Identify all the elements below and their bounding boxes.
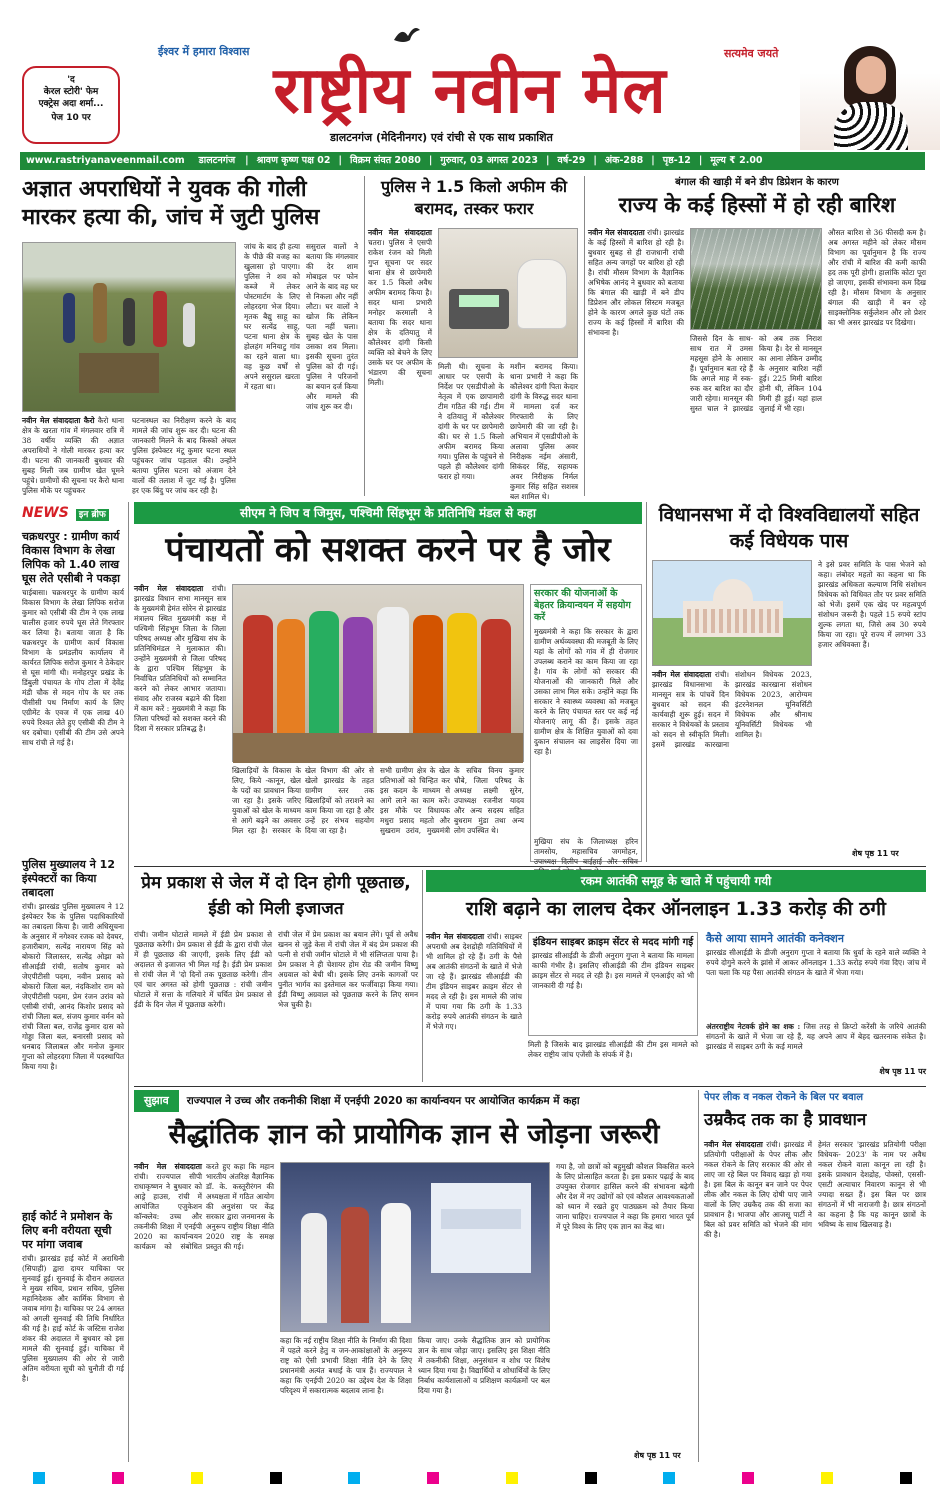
column-text: [22, 416, 124, 496]
headline[interactable]: प्रेम प्रकाश से जेल में दो दिन होगी पूछताछ, ईडी को मिली इजाजत: [141, 873, 411, 919]
paragraph: मशीन बरामद किया। थाना प्रभारी ने कहा कि कौलेश्वर दांगी पिता केदार दांगी के विरुद्ध सदर थाना में मामला दर्ज कर गिरफ्तारी के लिए छापेमारी की जा रही है। अभियान में एसडीपीओ के अलावा पुलिस अवर निरीक्षक नईम अंसारी, सिकंदर सिंह, सहायक अवर निरीक्षक निर्मल कुमार सिंह सहित सशस्त्र बल शामिल थे।: [510, 362, 578, 501]
info-item: गुरुवार, 03 अगस्त 2023: [440, 155, 538, 166]
paragraph: सभी ग्रामीण क्षेत्र के खेल प्रतिभाओं को चिन्हित कर इस कदम के माध्यम से आगे लाने का काम करें। इस मौके पर विधायक मधुरा प्रसाद महतो और सुखराम उरांव, मुख्यमंत्री के सचिव विनय कुमार चौबे, जिला परिषद के अध्यक्ष लक्ष्मी सुरेन, उपाध्यक्ष रजनीश यादव और अन्य सदस्य सहित बुधराम मुंडा तथा अन्य लोग उपस्थित थे।: [380, 766, 524, 835]
kicker-label: सुझाव: [134, 1090, 179, 1112]
byline: नवीन मेल संवाददाता: [134, 1162, 202, 1171]
column-text: [690, 334, 822, 496]
column-text: [418, 1336, 550, 1462]
paragraph: मिली थी। सूचना के आधार पर एसपी के निर्देश पर एसडीपीओ के नेतृत्व में एक छापामारी टीम गठित की गई। टीम ने दतियातु में कौलेश्वर दांगी के घर पर छापेमारी की। घर से 1.5 किलो अफीम बरामद किया गया। पुलिस के पहुंचने से पहले ही कौलेश्वर दांगी फरार हो गया।: [438, 362, 504, 481]
info-item: अंक-288: [604, 155, 644, 166]
kicker: बंगाल की खाड़ी में बने डीप डिप्रेशन के कारण: [675, 177, 839, 188]
paragraph: रांची। साइबर अपराधी अब देशद्रोही गतिविधियों में भी शामिल हो रहे हैं। ठगी के पैसे अब आतंकी संगठनों के खाते में भेजे जा रहे हैं। झारखंड सीआईडी की टीम इंडियन साइबर क्राइम सेंटर से मदद ले रही है। इस मामले की जांच में पाया गया कि ठगी के 1.33 करोड़ रुपये आतंकी संगठन के खाते में भेजे गए।: [426, 932, 522, 1031]
paragraph: रांची। झारखंड विधानसभा के मानसून सत्र के पांचवें दिन बुधवार को सदन की कार्यवाही शुरू हुई। सदन में सरकार ने विधेयकों के प्रस्ताव को सदन से स्वीकृति मिली। इसमें झारखंड कारखाना संशोधन विधेयक 2023, झारखंड कारखाना संशोधन विधेयक 2023, आरोग्यम इंटरनेशनल यूनिवर्सिटी विधेयक और श्रीनाथ यूनिवर्सिटी विधेयक भी शामिल है।: [652, 670, 812, 749]
sidebar-title[interactable]: सरकार की योजनाओं के बेहतर क्रियान्वयन में सहयोग करें: [534, 588, 631, 623]
paragraph: औसत बारिश से 36 फीसदी कम है। अब अगस्त महीने को लेकर मौसम विभाग का पूर्वानुमान है कि राज्य और रांची में बारिश की कमी काफी हद तक पूरी होगी। हालांकि कोटा पूरा हो जाएगा, इसकी संभावना कम दिख रही है। मौसम विभाग के अनुसार बंगाल की खाड़ी में बन रहे साइक्लोनिक सर्कुलेशन और लो प्रेशर का भी असर झारखंड पर दिखेगा।: [828, 228, 926, 327]
continued-note[interactable]: शेष पृष्ठ 11 पर: [879, 1067, 926, 1076]
website-link[interactable]: www.rastriyanaveenmail.com: [26, 155, 185, 166]
story-opium: [368, 176, 580, 501]
box-title[interactable]: इंडियन साइबर क्राइम सेंटर से मदद मांगी गई: [532, 937, 694, 948]
story-panchayat: [134, 502, 642, 866]
governor-event-photo: [280, 1162, 550, 1332]
paragraph: रांची। झारखंड में प्रतियोगी परीक्षाओं के पेपर लीक और नकल रोकने के लिए सरकार की ओर से लाए जा रहे बिल पर विवाद खड़ा हो गया है। इस बिल के कानून बन जाने पर पेपर लीक और नकल के लिए दोषी पाए जाने वालों के लिए उम्रकैद तक की सजा का प्रावधान है। भाजपा और आजसू पार्टी ने बिल को प्रवर समिति को भेजने की मांग की है।: [704, 1140, 812, 1239]
column-text: [232, 766, 374, 862]
column-text: [306, 242, 358, 496]
info-item: मूल्य ₹ 2.00: [710, 155, 763, 166]
brief-title[interactable]: पुलिस मुख्यालय ने 12 इंस्पेक्टरों का किया तबादला: [22, 858, 115, 899]
column-text: [280, 1336, 412, 1462]
sidebar-text: मुख्यमंत्री ने कहा कि सरकार के द्वारा ग्रामीण अर्थव्यवस्था की मजबूती के लिए यहां के लोगों को गांव में ही रोजगार उपलब्ध कराने का काम किया जा रहा है। गांव के लोगों को सरकार की योजनाओं की जानकारी मिले और उसका लाभ मिल सके। उन्होंने कहा कि सरकार ने स्वास्थ्य व्यवस्था को मजबूत करने के लिए पंचायत स्तर पर कई नई योजनाएं लागू की हैं। इसके तहत ग्रामीण क्षेत्र के शिक्षित युवाओं को दवा दुकान संचालन का लाइसेंस दिया जा रहा है।: [534, 627, 638, 756]
masthead-subtitle: डालटनगंज (मेदिनीनगर) एवं रांची से एक साथ प्रकाशित: [330, 131, 553, 144]
box-text: झारखंड सीआईडी के डीजी अनुराग गुप्ता ने बताया कि मामला काफी गंभीर है। इसलिए सीआईडी की टीम इंडियन साइबर क्राइम सेंटर से मदद ले रही है। इस मामले में एनआईए को भी जानकारी दी गई है।: [532, 951, 694, 990]
paragraph: मिली है जिसके बाद झारखंड सीआईडी की टीम इस मामले को लेकर राष्ट्रीय जांच एजेंसी के संपर्क में है।: [528, 1040, 698, 1059]
paragraph: कैरो थाना क्षेत्र के खरता गांव में मंगलवार रात्रि में 38 वर्षीय व्यक्ति की अज्ञात अपराधियों ने गोली मारकर हत्या कर दी। घटना की जानकारी बुधवार की सुबह मिली जब ग्रामीण खेत घूमने पहुंचे। ग्रामीणों की सूचना पर कैरो थाना पुलिस मौके पर पहुंचकर: [22, 416, 124, 495]
seized-opium-photo: [438, 228, 578, 358]
column-text: [510, 362, 578, 501]
column-text: [134, 1162, 274, 1462]
kicker-banner: सीएम ने जिप व जिमुस, पश्चिमी सिंहभूम के प्रतिनिधि मंडल से कहा: [134, 502, 642, 524]
sidebar-footer: मुखिया संघ के जिलाध्यक्ष हरिन तामसोय, महासचिव जगमोहन, उपाध्यक्ष दिलीप बाईहाई और सचिव: [534, 837, 638, 866]
continued-note[interactable]: शेष पृष्ठ 11 पर: [852, 849, 899, 858]
continued-note[interactable]: शेष पृष्ठ 11 पर: [634, 1451, 681, 1460]
byline: नवीन मेल संवाददाता: [704, 1140, 763, 1149]
sidebar-box: [530, 584, 642, 866]
paragraph: कहा कि नई राष्ट्रीय शिक्षा नीति के निर्माण की दिशा में पहले करने हेतु व जन-आकांक्षाओं के अनुरूप राष्ट्र को ऐसी प्रभावी शिक्षा नीति देने के लिए प्रधानमंत्री अत्यंत बधाई के पात्र हैं। राज्यपाल ने कहा कि एनईपी 2020 का उद्देश्य देश के शिक्षा परिदृश्य में सकारात्मक बदलाव लाना है।: [280, 1336, 412, 1395]
brief-label-sub: इन ब्रीफ: [76, 509, 109, 521]
sub-story: [706, 932, 926, 1082]
kicker: पेपर लीक व नकल रोकने के बिल पर बवाल: [704, 1092, 864, 1103]
story-assembly: [652, 502, 926, 862]
headline[interactable]: विधानसभा में दो विश्वविद्यालयों सहित कई विधेयक पास: [658, 504, 920, 552]
column-text: [426, 932, 522, 1082]
column-text: [134, 584, 226, 862]
paragraph: हेमंत सरकार 'झारखंड प्रतियोगी परीक्षा विधेयक- 2023' के नाम पर अवैध नकल रोकने वाला कानून ला रही है। इसके प्रावधान देशद्रोह, पोक्सो, एससी-एसटी अत्याचार निवारण कानून से भी ज्यादा सख्त हैं। इस बिल पर छात्र संगठनों में भी नाराजगी है। छात्र संगठनों का कहना है कि यह कानून छात्रों के भविष्य के साथ खिलवाड़ है।: [818, 1140, 926, 1229]
sub-text: झारखंड सीआईडी के डीजी अनुराग गुप्ता ने बताया कि धुर्वा के रहने वाले व्यक्ति ने रुपये दोगुने करने के झांसे में आकर ऑनलाइन 1.33 करोड़ रुपये गंवा दिए। जांच में पता चला कि यह पैसा आतंकी संगठन के खाते में भेजा गया।: [706, 948, 926, 977]
info-item: पृष्ठ-12: [662, 155, 691, 166]
paragraph: चतरा। पुलिस ने एसपी राकेश रंजन को मिली गुप्त सूचना पर सदर थाना क्षेत्र से छापेमारी कर 1.5 किलो अवैध अफीम बरामद किया है। सदर थाना प्रभारी मनोहर करमाली ने बताया कि सदर थाना क्षेत्र के दतियातु में कौलेश्वर दांगी किसी व्यक्ति को बेचने के लिए उसके घर पर अफीम के भंडारण की सूचना मिली।: [368, 238, 432, 387]
paragraph: जिससे दिन के साथ-साथ रात में उमस महसूस होने के आसार हैं। पूर्वानुमान बता रहे हैं कि अगले माह में रुक-रुक कर बारिश का दौर जारी रहेगा। मानसून की सुस्त चाल ने झारखंड को अब तक निराश किया है। देर से मानसून का आना लेकिन उम्मीद के अनुसार बारिश नहीं हुई। 225 मिमी बारिश होनी थी, लेकिन 104 मिमी ही हुई। यहां हाल जुलाई में भी रहा।: [690, 334, 822, 413]
column-text: [818, 1140, 926, 1462]
headline[interactable]: अज्ञात अपराधियों ने युवक की गोली मारकर हत्या की, जांच में जुटी पुलिस: [22, 177, 320, 230]
kicker: राज्यपाल ने उच्च और तकनीकी शिक्षा में एनईपी 2020 का कार्यान्वयन पर आयोजित कार्यक्रम में कहा: [186, 1095, 580, 1107]
brief-header: [22, 502, 124, 526]
column-text: [704, 1140, 812, 1462]
masthead: [0, 0, 945, 150]
paragraph: घटनास्थल का निरीक्षण करने के बाद मामले की जांच शुरू कर दी। घटना की जानकारी मिलने के बाद किस्को अंचल पुलिस इंस्पेक्टर मंटू कुमार घटना स्थल पहुंचकर जांच पड़ताल की। उन्होंने बताया पुलिस घटना को अंजाम देने वालों की तलाश में जुट गई है। पुलिस हर एक बिंदु पर जांच कर रही है।: [132, 416, 236, 495]
info-item: श्रावण कृष्ण पक्ष 02: [256, 155, 331, 166]
byline: नवीन मेल संवाददाता: [368, 228, 432, 237]
paragraph: किया जाए। उनके सैद्धांतिक ज्ञान को प्रायोगिक ज्ञान के साथ जोड़ा जाए। इसलिए इस शिक्षा नीति में तकनीकी शिक्षा, अनुसंधान व शोध पर विशेष ध्यान दिया गया है। विद्यार्थियों व शोधार्थियों के लिए निर्बाध कार्यशालाओं व प्रशिक्षण कार्यक्रमों पर बल दिया गया है।: [418, 1336, 550, 1395]
paragraph: रांची। झारखंड के कई हिस्सों में बारिश हो रही है। बुधवार सुबह से ही राजधानी रांची सहित अन्य जगहों पर बारिश हो रही है। रांची मौसम विभाग के वैज्ञानिक अभिषेक आनंद ने बुधवार को बताया कि बंगाल की खाड़ी में बने डीप डिप्रेशन और लोकल सिस्टम मजबूत होने के कारण अगले कुछ घंटों तक राज्य के कई हिस्सों में बारिश की संभावना है।: [588, 228, 684, 337]
headline[interactable]: राज्य के कई हिस्सों में हो रही बारिश: [618, 193, 896, 217]
teaser-line: केरल स्टोरी' फेम: [43, 87, 99, 97]
story-paper-leak: [704, 1090, 926, 1462]
column-text: [588, 228, 684, 496]
headline[interactable]: उम्रकैद तक का है प्रावधान: [704, 1110, 867, 1130]
cm-delegation-photo: [232, 584, 524, 762]
info-item: डालटनगंज: [198, 155, 236, 166]
sub-title[interactable]: कैसे आया सामने आतंकी कनेक्शन: [706, 932, 845, 945]
byline: नवीन मेल संवाददाता कैरो: [22, 416, 95, 425]
crime-scene-photo: [22, 242, 236, 412]
headline[interactable]: सैद्धांतिक ज्ञान को प्रायोगिक ज्ञान से जोड़ना जरूरी: [168, 1119, 660, 1150]
story-rain: [588, 176, 926, 496]
paragraph: गया है, जो छात्रों को बहुमुखी कौशल विकसित करने के लिए प्रोत्साहित करता है। इस प्रकार पढ़ाई के बाद उपयुक्त रोजगार हासिल करने की संभावना बढ़ेगी और देश में नए उद्योगों को एवं कौशल आवश्यकताओं को ध्यान में रखते हुए पाठ्यक्रम को तैयार किया जाना चाहिए। राज्यपाल ने कहा कि हमारा भारत पूर्व में पूरे विश्व के लिए एक ज्ञान का केंद्र था।: [556, 1162, 694, 1231]
rain-photo: [690, 228, 822, 330]
brief-text: चाईबासा। चक्रधरपुर के ग्रामीण कार्य विकास विभाग के लेखा लिपिक सरोज कुमार को एसीबी की टीम ने एक लाख चालीस हजार रुपये घूस लेते गिरफ्तार कर लिया है। बताया जाता है कि चक्रधरपुर के ग्रामीण कार्य विकास विभाग के प्रमंडलीय कार्यालय में कार्यरत लिपिक सरोज कुमार ने ठेकेदार से घूस मांगी थी। मनोहरपुर प्रखंड के डिंबुली पंचायत के गोप टोला में देवेंद्र मंडी चौक से मदन गोप के घर तक पीसीसी पथ निर्माण कार्य के लिए एग्रीमेंट के एवज में एक लाख 40 रुपये रिश्वत लेते हुए एसीबी की टीम ने धर दबोचा। एसीबी की टीम उसे अपने साथ रांची ले गई है।: [22, 588, 124, 747]
kicker-row: [134, 1090, 694, 1112]
paragraph: रांची। जमीन घोटाले मामले में ईडी प्रेम प्रकाश से पूछताछ करेगी। प्रेम प्रकाश से ईडी के द्वारा रांची जेल में ही पूछताछ की जाएगी, इसके लिए ईडी को अदालत से इजाजत भी मिल गई है। ईडी प्रेम प्रकाश से रांची जेल में 'दो दिनों तक पूछताछ करेगी। तीन एवं चार अगस्त को होगी पूछताछ : रांची जमीन घोटाले में सत्ता के गलियारे में चर्चित प्रेम प्रकाश से ईडी के दिन जेल में पूछताछ करेगी।: [134, 930, 272, 1009]
teaser-line: 'द: [67, 75, 75, 85]
story-murder: [22, 176, 360, 496]
info-box: [528, 932, 698, 1036]
paragraph: रांची। झारखंड विधान सभा मानसून सत्र के मुख्यमंत्री हेमंत सोरेन से झारखंड मंत्रालय स्थित मुख्यमंत्री कक्ष में पश्चिमी सिंहभूम जिला के जिला परिषद अध्यक्ष और मुखिया संघ के प्रतिनिधिमंडल ने मुलाकात की। उन्होंने मुख्यमंत्री से जिला परिषद के द्वारा पश्चिम सिंहभूम के निर्वाचित प्रतिनिधियों को सम्मानित करने को लेकर आभार जताया। संवाद और राजस्व बढ़ाने की दिशा में काम करें : मुख्यमंत्री ने कहा कि जिला परिषदों को सशक्त करने की दिशा में सरकार प्रतिबद्ध है।: [134, 584, 226, 733]
paragraph: खिलाड़ियों के विकास के लिए, किये -कानून, खेल के पदों का प्रावधान किया जा रहा है। इसके जरिए युवाओं को खेल के माध्यम से आगे बढ़ने का अवसर मिल रहा है। सरकार के खेल विभाग की ओर से खेलो झारखंड के तहत ग्रामीण स्तर तक खिलाड़ियों को तराशने का काम किया जा रहा है और उन्हें हर संभव सहयोग दिया जा रहा है।: [232, 766, 374, 835]
brief-text: रांची। झारखंड हाई कोर्ट में अराधिनी (सिपाही) द्वारा दायर याचिका पर सुनवाई हुई। सुनवाई के दौरान अदालत ने मुख्य सचिव, प्रधान सचिव, पुलिस महानिदेशक और कार्मिक विभाग से जवाब मांगा है। याचिका पर 24 अगस्त को अगली सुनवाई की तिथि निर्धारित की गई है। हाई कोर्ट के जस्टिस राजेश शंकर की अदालत में बुधवार को इस मामले की सुनवाई हुई। याचिका में पुलिस मुख्यालय की ओर से जारी अंतिम वरीयता सूची को चुनौती दी गई है।: [22, 1254, 124, 1383]
info-item: वर्ष-29: [557, 155, 586, 166]
brief-title[interactable]: हाई कोर्ट ने प्रमोशन के लिए बनी वरीयता सूची पर मांगा जवाब: [22, 1210, 113, 1251]
paragraph: जांच के बाद ही हत्या के पीछे की वजह का खुलासा हो पाएगा। पुलिस ने शव को कब्जे में लेकर पोस्टमार्टम के लिए लोहरदगा भेज दिया। मृतक बैद्यु साहू का घर सत्येंद्र साहू, पटना थाना क्षेत्र के होलहंग मनियाटु गांव का रहने वाला था। वह कुछ वर्षों से अपने ससुराल खरता में रहता था।: [244, 242, 300, 391]
story-nep: [134, 1090, 694, 1462]
headline[interactable]: राशि बढ़ाने का लालच देकर ऑनलाइन 1.33 करोड़ की ठगी: [466, 898, 886, 920]
byline: नवीन मेल संवाददाता: [426, 932, 485, 941]
column-text: [556, 1162, 694, 1450]
kicker-banner: रकम आतंकी समूह के खाते में पहुंचायी गयी: [426, 870, 926, 892]
teaser-line: एक्ट्रेस अदा शर्मा...: [38, 99, 104, 109]
column-text: [278, 930, 418, 1082]
column-text: [528, 1040, 698, 1082]
motto-left: ईश्वर में हमारा विश्वास: [158, 45, 250, 58]
info-bar: www.rastriyanaveenmail.com डालटनगंज | श्रावण कृष्ण पक्ष 02 | विक्रम संवत 2080 | गुरुवार, 03 अगस्त 2023 | वर्ष-29 | अंक-288 | पृष्ठ-12 | मूल्य ₹ 2.00: [20, 152, 925, 170]
brief-title[interactable]: चक्रधरपुर : ग्रामीण कार्य विकास विभाग के लेखा लिपिक को 1.40 लाख घूस लेते एसीबी ने पकड़ा: [22, 530, 121, 585]
bird-icon: [392, 22, 422, 52]
column-text: [818, 560, 926, 850]
network-text: जिस तरह से क्रिप्टो करेंसी के जरिये आतंकी संगठनों के खाते में भेजा जा रहे हैं, यह अपने आप में बेहद खतरनाक संकेत है। झारखंड में साइबर ठगी के कई मामले: [706, 1022, 927, 1051]
paragraph: ने इसे प्रवर समिति के पास भेजने को कहा। लंबोदर महतो का कहना था कि झारखंड अधिकता कल्याण निधि संशोधन विधेयक को विधिवत तौर पर प्रवर समिति को भेजें। इसमें एक खेद पर महत्वपूर्ण संशोधन जरूरी है। पहले 15 रुपये स्टांप शुल्क लगता था, जिसे अब 30 रुपये किया जा रहा। पूरे राज्य में लगभग 33 हजार अधिवक्ता हैं।: [818, 560, 926, 649]
byline: नवीन मेल संवाददाता: [588, 228, 645, 237]
story-cyber: [426, 870, 926, 1082]
headline[interactable]: पुलिस ने 1.5 किलो अफीम की बरामद, तस्कर फरार: [380, 177, 568, 218]
column-text: [132, 416, 236, 496]
column-text: [134, 930, 272, 1082]
byline: नवीन मेल संवाददाता: [652, 670, 712, 679]
paragraph: रांची। राज्यपाल सीपी राधाकृष्णन ने बुधवार को आड्रे हाउस, रांची में आयोजित एजुकेशन कॉन्क्लेव: उच्च और तकनीकी शिक्षा में एनईपी 2020 का कार्यान्वयन कार्यक्रम को संबोधित करते हुए कहा कि महान भारतीय अंतरिक्ष वैज्ञानिक डॉ. के. कस्तूरीरंगन की अध्यक्षता में गठित आयोग की अनुशंसा पर केंद्र सरकार द्वारा जनमानस के अनुरूप राष्ट्रीय शिक्षा नीति 2020 राष्ट्र के समक्ष प्रस्तुत की गई।: [134, 1162, 274, 1251]
brief-label-main: NEWS: [22, 505, 69, 521]
column-text: [828, 228, 926, 496]
news-in-brief: [22, 502, 124, 1462]
column-text: [652, 670, 812, 862]
paragraph: ससुराल वालों ने बताया कि मंगलवार की देर शाम मोबाइल पर फोन आने के बाद वह घर से निकला और नहीं लौटा। घर वालों ने खोज कि लेकिन पता नहीं चला। सुबह खेत के पास उसका शव मिला। इसकी सूचना तुरंत पुलिस को दी गई। पुलिस ने परिजनों का बयान दर्ज किया और मामले की जांच शुरू कर दी।: [306, 242, 358, 411]
headline[interactable]: पंचायतों को सशक्त करने पर है जोर: [165, 530, 611, 570]
actress-photo: [800, 40, 940, 150]
teaser-box[interactable]: [22, 66, 120, 144]
assembly-building-photo: [652, 560, 812, 666]
info-item: विक्रम संवत 2080: [350, 155, 421, 166]
column-text: [244, 242, 300, 496]
column-text: [438, 362, 504, 496]
column-text: [380, 766, 524, 862]
teaser-page: पेज 10 पर: [51, 113, 91, 123]
network-title: अंतरराष्ट्रीय नेटवर्क होने का शक :: [706, 1022, 801, 1031]
color-registration-bar: [0, 1466, 945, 1489]
byline: नवीन मेल संवाददाता: [134, 584, 204, 593]
story-ed: [134, 870, 418, 1082]
newspaper-title: राष्ट्रीय नवीन मेल: [273, 54, 667, 128]
motto-right: सत्यमेव जयते: [724, 47, 779, 60]
column-text: [368, 228, 432, 496]
brief-text: रांची। झारखंड पुलिस मुख्यालय ने 12 इंस्पेक्टर रैंक के पुलिस पदाधिकारियों का तबादला किया है। जारी अधिसूचना के अनुसार में नगेश्वर रजक को देवघर, हजारीबाग, सत्येंद्र नारायण सिंह को बोकारो जिलास्तर, सत्येंद्र ओझा को सीआईडी रांची, सतोष कुमार को जेएपीटीसी पदमा, नवीन प्रसाद को बोकारो जिला बल, नंदकिशोर राम को जेएपीटीसी पदमा, प्रेम रंजन उरांव को एसीबी रांची, आनंद किशोर प्रसाद को रांची जिला बल, संजय कुमार वर्मन को रांची जिला बल, राजेंद्र कुमार दास को गोड्डा जिला बल, बनारसी प्रसाद को धनबाद जिलाबल और मनोज कुमार गुप्ता को लोहरदगा जिला में पदस्थापित किया गया है।: [22, 902, 124, 1071]
paragraph: रांची जेल में प्रेम प्रकाश का बयान लेंगे। पूर्व से अवैध खनन से जुड़े केस में रांची जेल में बंद प्रेम प्रकाश की पत्नी से रांची जमीन घोटाले में भी संलिप्तता पाया है। प्रेम प्रकाश ने ही चेशायर होम रोड की जमीन विष्णु अग्रवाल को बेची थी। इसके लिए उनके कागजों पर पुनीत भार्गव का इस्तेमाल कर फर्जीवाड़ा किया गया। ईडी विष्णु अग्रवाल को पूछताछ करने के लिए समन भेज चुकी है।: [278, 930, 418, 1009]
